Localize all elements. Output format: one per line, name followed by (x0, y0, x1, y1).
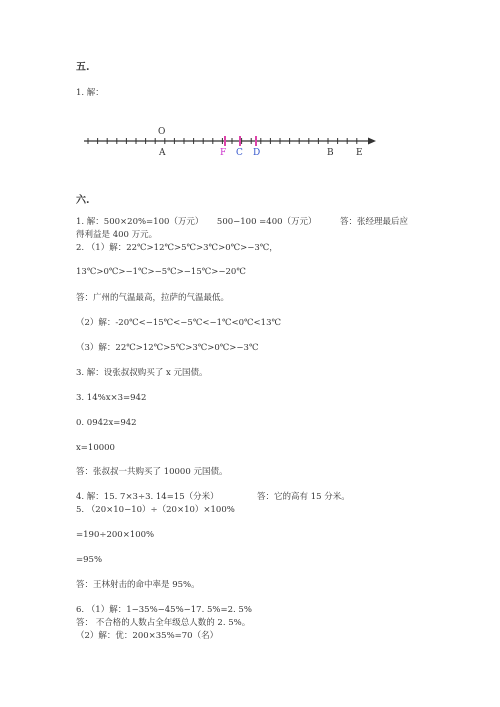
answer-line: =95% (76, 555, 103, 565)
section-6-heading: 六. (76, 195, 90, 206)
answer-line: 答：广州的气温最高，拉萨的气温最低。 (76, 293, 230, 303)
answer-line: 得利益是 400 万元。 (76, 230, 158, 240)
point-label-c: C (236, 148, 243, 158)
answer-line: 答：它的高有 15 分米。 (257, 492, 350, 502)
answer-line: 1. 解：500×20%=100（万元） 500−100 =400（万元） (76, 217, 317, 227)
answer-line: 0. 0942x=942 (76, 418, 137, 428)
answer-line: 4. 解：15. 7×3÷3. 14=15（分米） (76, 492, 219, 502)
answer-line: 答：王林射击的命中率是 95%。 (76, 580, 200, 590)
answer-line: （3）解：22℃>12℃>5℃>3℃>0℃>−3℃ (76, 343, 259, 353)
answer-line: （2）解：优：200×35%=70（名） (76, 631, 219, 641)
answer-line: 答：张经理最后应 (340, 217, 409, 227)
answer-line: 6. （1）解：1−35%−45%−17. 5%=2. 5% (76, 605, 252, 615)
point-label-e: E (356, 148, 363, 158)
number-line-arrow (368, 138, 376, 145)
origin-label: O (158, 127, 166, 137)
point-label-b: B (327, 148, 334, 158)
point-label-d: D (253, 148, 261, 158)
answer-line: 2. （1）解：22℃>12℃>5℃>3℃>0℃>−3℃， (76, 243, 278, 253)
answer-line: 答：张叔叔一共购买了 10000 元国债。 (76, 467, 228, 477)
answer-line: =190÷200×100% (76, 530, 155, 540)
answer-line: 3. 解：设张叔叔购买了 x 元国债。 (76, 368, 208, 378)
answer-line: 3. 14%x×3=942 (76, 393, 147, 403)
answer-line: 答： 不合格的人数占全年级总人数的 2. 5%。 (76, 618, 251, 628)
answer-line: x=10000 (76, 443, 115, 453)
answer-line: 13℃>0℃>−1℃>−5℃>−15℃>−20℃ (76, 267, 246, 277)
answer-line: 5. （20×10−10）÷（20×10）×100% (76, 505, 235, 515)
point-label-f: F (220, 148, 227, 158)
section-5-heading: 五. (76, 62, 90, 73)
question-1-label: 1. 解： (76, 88, 104, 98)
point-label-a: A (159, 148, 166, 158)
answer-line: （2）解：-20℃<−15℃<−5℃<−1℃<0℃<13℃ (76, 318, 281, 328)
